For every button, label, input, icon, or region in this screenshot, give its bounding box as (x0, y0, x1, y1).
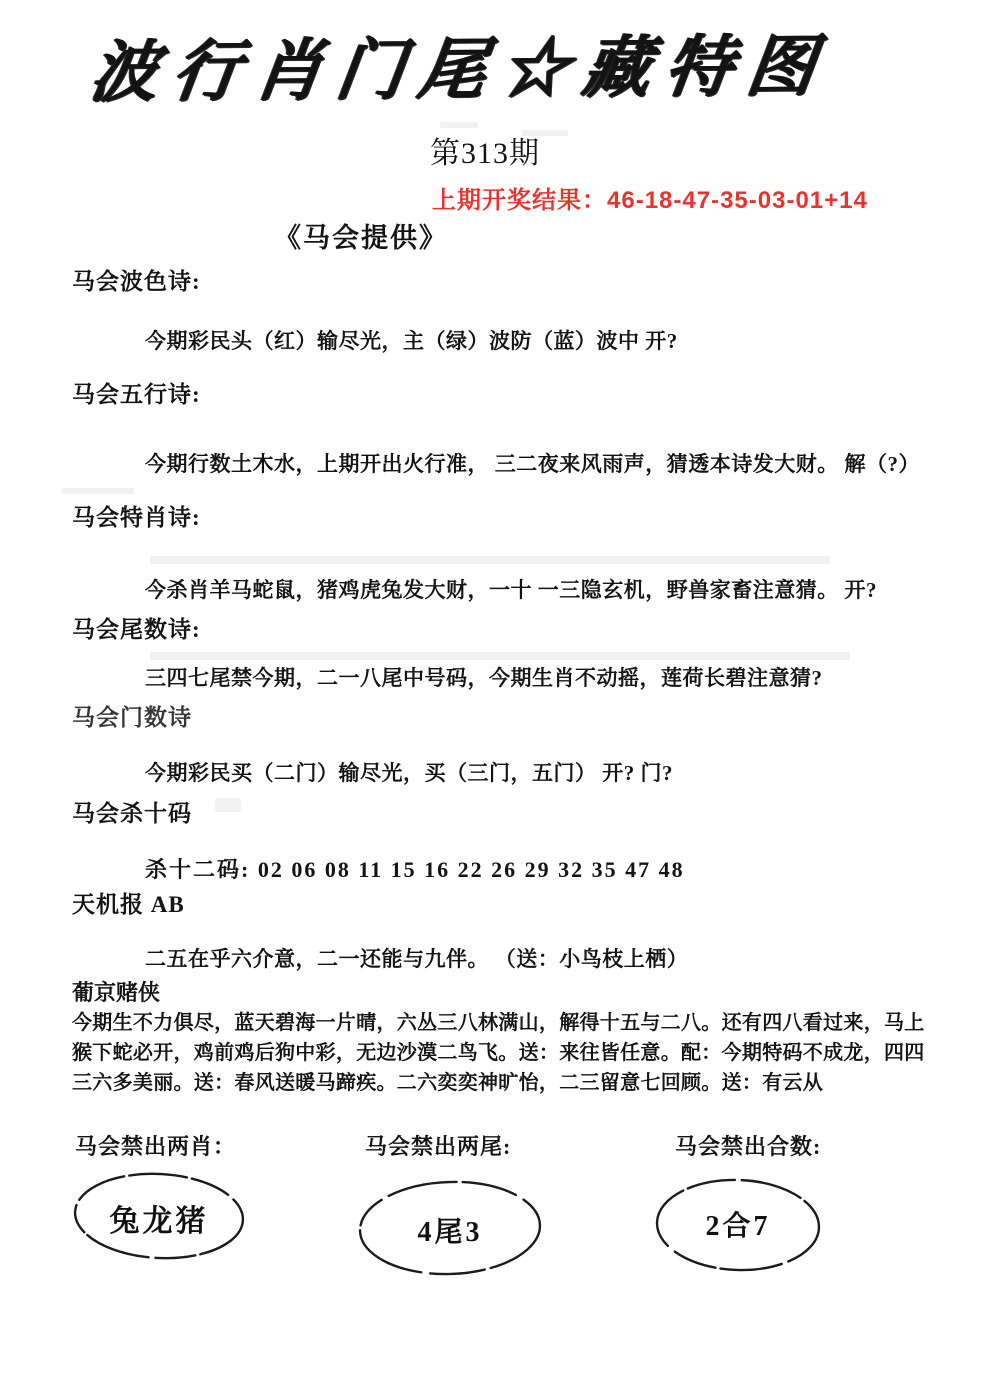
ban-sum-label: 马会禁出合数: (675, 1134, 822, 1159)
poem-tianjibao: 二五在乎六介意，二一还能与九伴。 （送：小鸟枝上栖） (145, 947, 689, 971)
ban-tail-oval (353, 1176, 547, 1280)
last-draw-result (432, 180, 868, 215)
poem-menshu: 今期彩民买（二门）输尽光，买（三门，五门） 开? 门? (145, 761, 673, 785)
issue-number: 第313期 (430, 137, 540, 170)
scan-artifact (62, 488, 134, 494)
poem-weishu: 三四七尾禁今期，二一八尾中号码，今期生肖不动摇，莲荷长碧注意猜? (145, 666, 823, 690)
pujing-line-3: 三六多美丽。送：春风送暖马蹄疾。二六奕奕神旷怡，二三留意七回顾。送：有云从 (72, 1072, 824, 1094)
kill-twelve-numbers: 杀十二码: 02 06 08 11 15 16 22 26 29 32 35 47 48 (145, 857, 685, 882)
scan-artifact (150, 652, 850, 660)
scan-artifact (150, 556, 830, 564)
section-heading-wuxing: 马会五行诗: (72, 382, 201, 407)
section-heading-weishu: 马会尾数诗: (72, 617, 201, 642)
page-title-calligraphy: 波行肖门尾☆藏特图 (85, 25, 836, 112)
ban-sum-value: 2合7 (705, 1211, 771, 1242)
provider-note: 《马会提供》 (274, 223, 448, 253)
pujing-line-1: 今期生不力俱尽，蓝天碧海一片晴，六丛三八林满山，解得十五与二八。还有四八看过来，马上 (72, 1012, 925, 1034)
ban-sum-oval (650, 1174, 826, 1276)
section-heading-shashima: 马会杀十码 (72, 801, 192, 826)
section-heading-texiao: 马会特肖诗: (72, 505, 201, 530)
scan-artifact (215, 798, 241, 812)
ban-zodiac-oval (68, 1168, 250, 1264)
ban-zodiac-value: 兔龙猪 (109, 1205, 209, 1238)
pujing-line-2: 猴下蛇必开，鸡前鸡后狗中彩，无边沙漠二鸟飞。送：来往皆任意。配：今期特码不成龙，四四 (72, 1042, 925, 1064)
poem-wuxing: 今期行数土木水，上期开出火行准， 三二夜来风雨声，猜透本诗发大财。 解（?） (145, 452, 920, 476)
last-draw-numbers: 46-18-47-35-03-01+14 (607, 187, 868, 214)
poem-bose: 今期彩民头（红）输尽光，主（绿）波防（蓝）波中 开? (145, 329, 678, 353)
section-heading-bose: 马会波色诗: (72, 269, 201, 294)
last-draw-label: 上期开奖结果： (432, 187, 607, 214)
ban-tail-label: 马会禁出两尾: (365, 1134, 512, 1159)
section-heading-tianjibao: 天机报 AB (72, 892, 185, 917)
poem-texiao: 今杀肖羊马蛇鼠，猪鸡虎兔发大财，一十 一三隐玄机，野兽家畜注意猜。 开? (145, 578, 877, 602)
pujing-heading: 葡京赌侠 (72, 980, 161, 1005)
ban-zodiac-label: 马会禁出两肖： (75, 1134, 237, 1159)
ban-tail-value: 4尾3 (417, 1217, 483, 1248)
section-heading-menshu: 马会门数诗 (72, 705, 192, 730)
